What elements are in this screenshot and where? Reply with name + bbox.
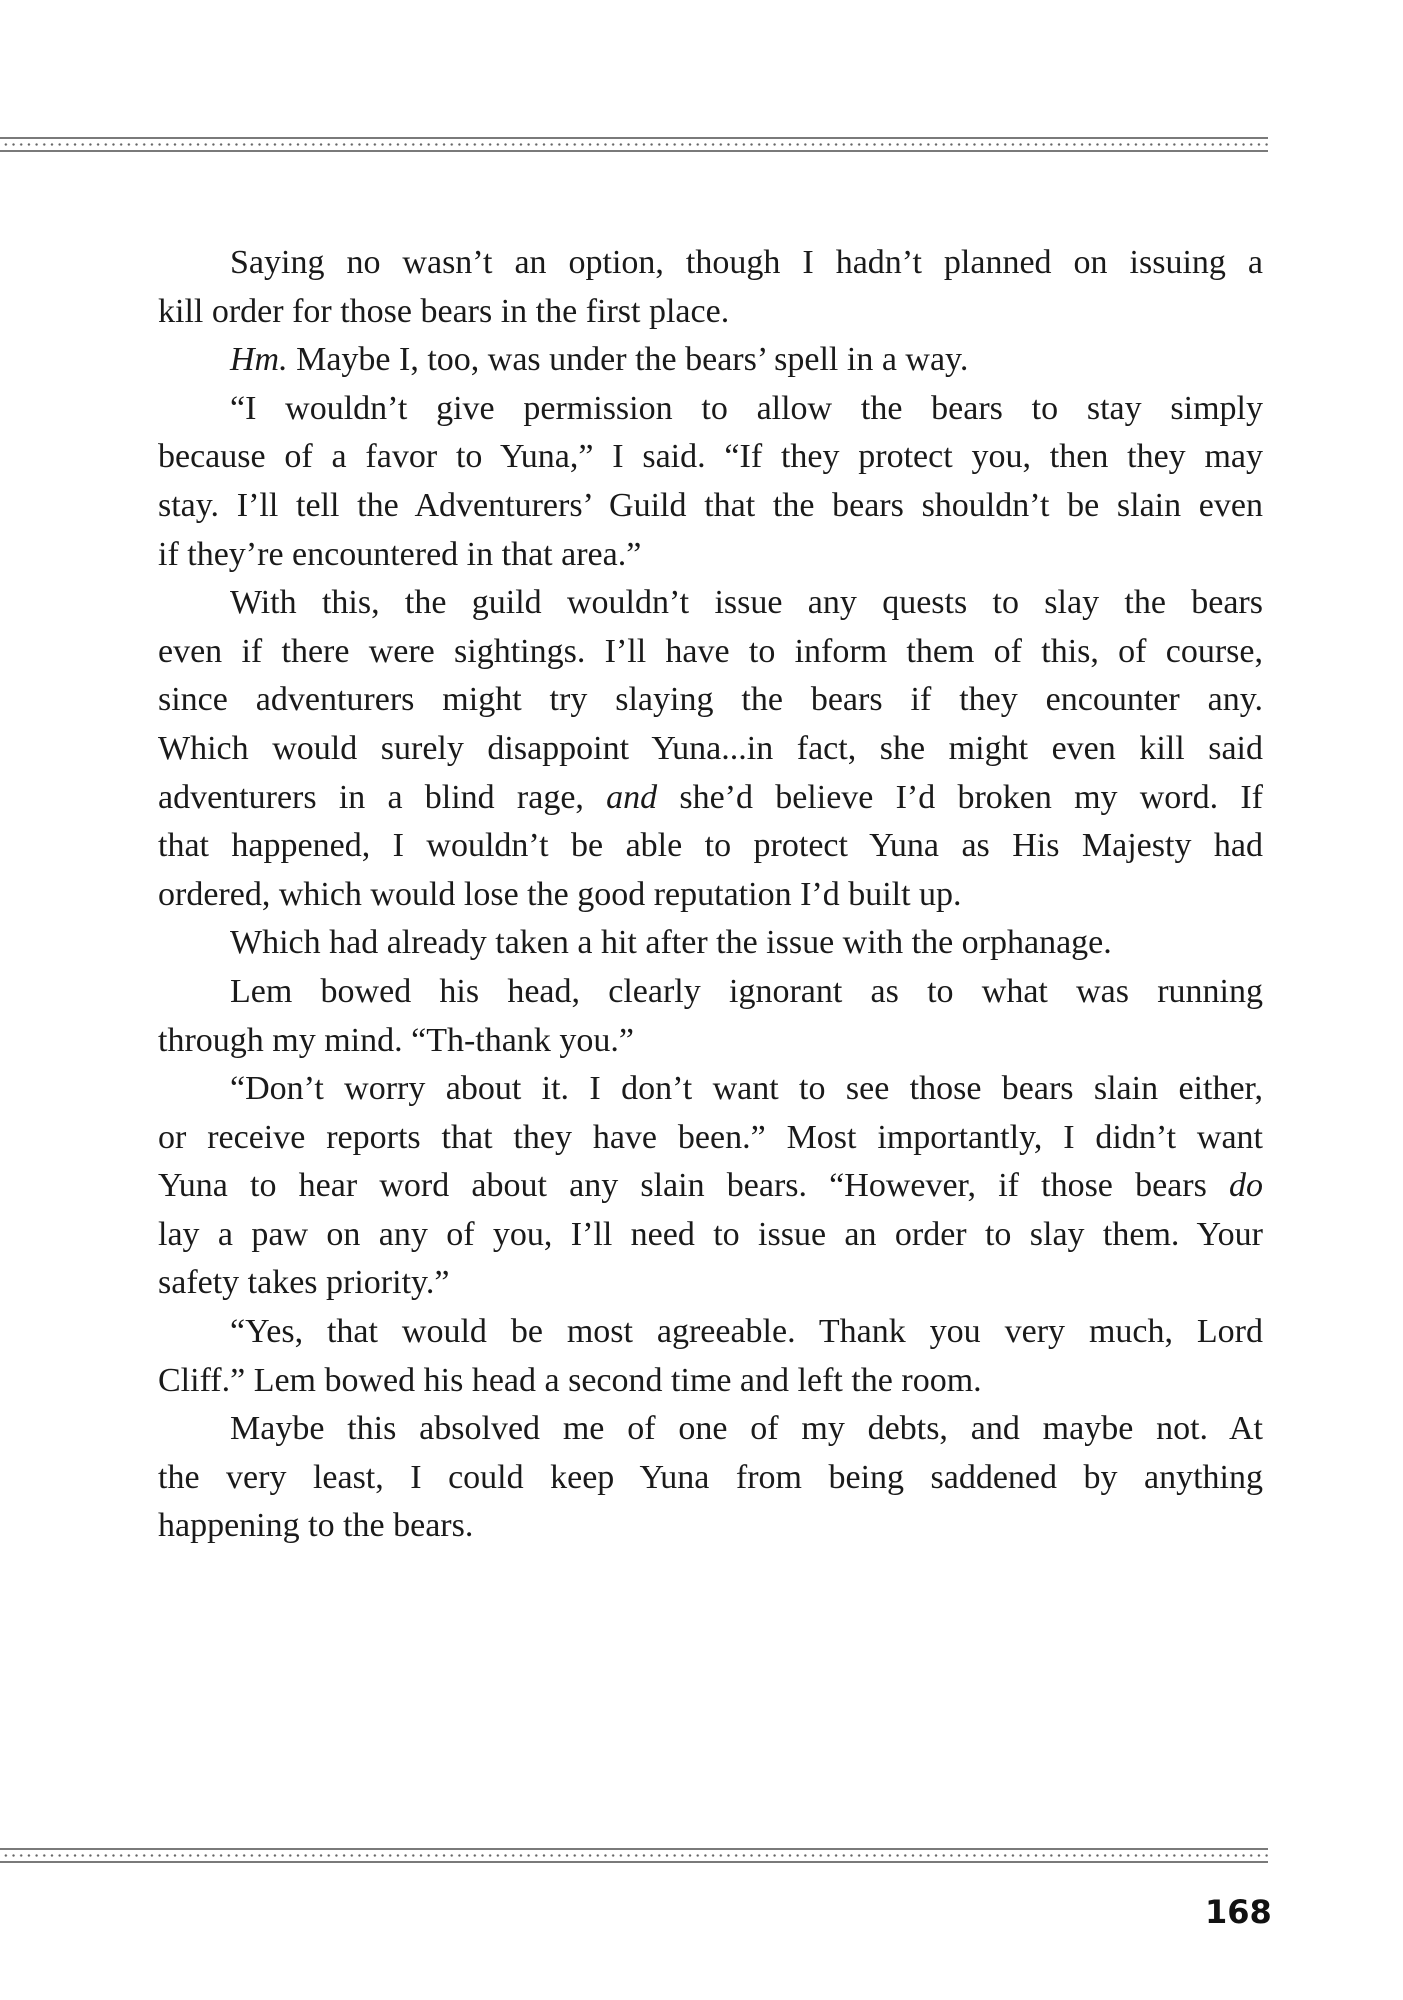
text-run: Maybe this absolved me of one of my debts, and maybe not. At (230, 1410, 1263, 1448)
text-line (158, 1211, 1263, 1260)
text-run: even if there were sightings. I’ll have to inform them of this, of course, (158, 632, 1263, 670)
text-run: Which would surely disappoint Yuna...in fact, she might even kill said (158, 729, 1263, 767)
text-line (158, 628, 1263, 677)
text-run: ordered, which would lose the good reputation I’d built up. (158, 875, 962, 913)
text-run: Lem bowed his head, clearly ignorant as to what was running (230, 972, 1263, 1010)
paragraph (158, 239, 1263, 336)
italic-text: and (606, 778, 658, 816)
paragraph (158, 385, 1263, 579)
text-run: since adventurers might try slaying the bears if they encounter any. (158, 681, 1263, 719)
text-line (158, 1405, 1263, 1454)
text-line (158, 871, 1263, 920)
text-run: Cliff.” Lem bowed his head a second time and left the room. (158, 1361, 982, 1399)
page-number: 168 (1205, 1893, 1272, 1931)
text-line (158, 482, 1263, 531)
paragraph (158, 919, 1263, 968)
text-run: Maybe I, too, was under the bears’ spell in a way. (287, 341, 969, 379)
text-run: kill order for those bears in the first place. (158, 292, 730, 330)
text-run: Saying no wasn’t an option, though I hadn’t planned on issuing a (230, 244, 1263, 281)
text-run: Which had already taken a hit after the issue with the orphanage. (230, 924, 1112, 962)
italic-text: Hm. (230, 341, 288, 379)
text-line (158, 1454, 1263, 1503)
text-run: “Yes, that would be most agreeable. Thank you very much, Lord (230, 1313, 1263, 1351)
text-run: safety takes priority.” (158, 1264, 450, 1302)
text-line (158, 919, 1263, 968)
paragraph (158, 1308, 1263, 1405)
text-run: happening to the bears. (158, 1507, 474, 1545)
text-run: through my mind. “Th-thank you.” (158, 1021, 634, 1059)
text-run: that happened, I wouldn’t be able to protect Yuna as His Majesty had (158, 827, 1263, 865)
text-line (158, 336, 1263, 385)
text-line (158, 531, 1263, 580)
text-run: With this, the guild wouldn’t issue any quests to slay the bears (230, 584, 1263, 622)
text-line (158, 1357, 1263, 1406)
paragraph (158, 1405, 1263, 1551)
text-run: or receive reports that they have been.” Most importantly, I didn’t want (158, 1118, 1263, 1156)
body-text (158, 239, 1263, 1551)
text-run: “Don’t worry about it. I don’t want to see those bears slain either, (230, 1070, 1263, 1108)
footer-rule (0, 1848, 1268, 1863)
text-line (158, 239, 1263, 288)
paragraph (158, 336, 1263, 385)
text-line (158, 1308, 1263, 1357)
text-run: she’d believe I’d broken my word. If (657, 778, 1263, 816)
text-line (158, 288, 1263, 337)
text-run: adventurers in a blind rage, (158, 778, 607, 816)
text-line (158, 579, 1263, 628)
text-line (158, 1502, 1263, 1551)
text-run: lay a paw on any of you, I’ll need to issue an order to slay them. Your (158, 1215, 1263, 1253)
text-line (158, 774, 1263, 823)
italic-text: do (1229, 1167, 1263, 1205)
text-run: “I wouldn’t give permission to allow the bears to stay simply (230, 389, 1263, 427)
text-run: if they’re encountered in that area.” (158, 535, 642, 573)
text-line (158, 725, 1263, 774)
text-line (158, 1162, 1263, 1211)
header-rule (0, 137, 1268, 152)
text-run: stay. I’ll tell the Adventurers’ Guild that the bears shouldn’t be slain even (158, 486, 1263, 524)
text-line (158, 385, 1263, 434)
text-line (158, 1017, 1263, 1066)
paragraph (158, 579, 1263, 919)
paragraph (158, 1065, 1263, 1308)
text-line (158, 968, 1263, 1017)
text-line (158, 1259, 1263, 1308)
text-line (158, 1065, 1263, 1114)
text-run: because of a favor to Yuna,” I said. “If they protect you, then they may (158, 438, 1263, 476)
text-line (158, 676, 1263, 725)
text-run: the very least, I could keep Yuna from being saddened by anything (158, 1458, 1263, 1496)
text-run: Yuna to hear word about any slain bears. “However, if those bears (158, 1167, 1229, 1205)
text-line (158, 822, 1263, 871)
text-line (158, 1114, 1263, 1163)
text-line (158, 433, 1263, 482)
paragraph (158, 968, 1263, 1065)
